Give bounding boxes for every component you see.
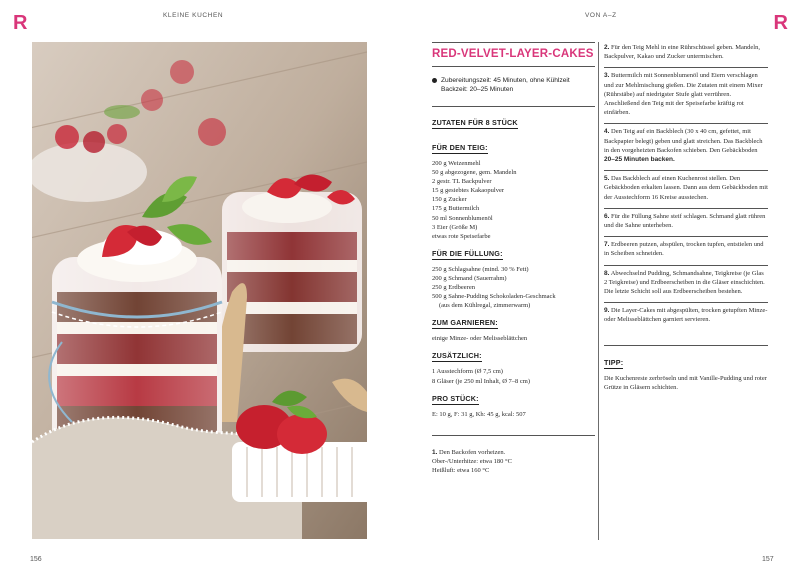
section-letter-left: R: [13, 12, 28, 34]
step-number: 6.: [604, 212, 610, 220]
ingredient-item: 2 gestr. TL Backpulver: [432, 178, 492, 186]
step-number: 4.: [604, 128, 610, 136]
tip-heading: TIPP:: [604, 357, 624, 367]
step-text: Das Backblech auf einen Kuchenrost stellen. Den Gebäckboden erkalten lassen. Dann aus dem Gebäckboden mit der Ausstechform 16 Kreise ausstechen.: [604, 175, 768, 201]
step-7: [604, 237, 768, 265]
ingredient-item: 50 ml Sonnenblumenöl: [432, 214, 493, 222]
step-number: 3.: [604, 72, 610, 80]
ingredient-item: etwas rote Speisefarbe: [432, 232, 491, 240]
step-number: 9.: [604, 307, 610, 315]
step-text: Für den Teig Mehl in eine Rührschüssel geben. Mandeln, Backpulver, Kakao und Zucker untermischen.: [604, 44, 760, 61]
filling-ingredients: [432, 265, 595, 310]
ingredients-heading: ZUTATEN FÜR 8 STÜCK: [432, 118, 518, 127]
extra-heading: ZUSÄTZLICH:: [432, 351, 482, 361]
dough-ingredients: [432, 159, 595, 241]
step-number: 7.: [604, 241, 610, 249]
recipe-meta: [432, 67, 595, 107]
ingredient-item: 150 g Zucker: [432, 196, 467, 204]
recipe-photo: [32, 42, 367, 539]
nutrition-info: E: 10 g, F: 31 g, Kh: 45 g, kcal: 507: [432, 410, 526, 418]
step-number: 8.: [604, 269, 610, 277]
step-text: Die Layer-Cakes mit abgespülten, trocken getupften Minze- oder Melisseblättchen garniert servieren.: [604, 307, 768, 324]
running-head-right: VON A–Z: [585, 12, 617, 19]
step-number: 5.: [604, 175, 610, 183]
step-2: [604, 42, 768, 68]
garnish-heading: ZUM GARNIEREN:: [432, 318, 498, 328]
ingredient-item: 200 g Schmand (Sauerrahm): [432, 274, 507, 282]
step-text: Den Backofen vorheizen.: [437, 448, 506, 456]
step-text: Buttermilch mit Sonnenblumenöl und Eiern verschlagen und zur Mehlmischung gießen. Die Zutaten mit einem Mixer (Rührstäbe) auf niedrigster Stufe glatt verrühren. Anschließend den Teig mit der Speisefarbe kräftig rot einfärben.: [604, 72, 763, 117]
garnish-ingredients: [432, 334, 595, 343]
tip-text: Die Kuchenreste zerbröseln und mit Vanille-Pudding und roter Grütze in Gläsern schichten.: [604, 374, 767, 391]
extra-items: [432, 367, 595, 385]
step-3: [604, 68, 768, 124]
ingredient-item: 1 Ausstechform (Ø 7,5 cm): [432, 368, 503, 376]
ingredient-item: 15 g gesiebtes Kakaopulver: [432, 187, 505, 195]
filling-heading: FÜR DIE FÜLLUNG:: [432, 248, 503, 258]
page-number-right: 157: [762, 556, 774, 563]
step-4: [604, 124, 768, 171]
step-number: 1.: [432, 448, 438, 456]
ingredient-item: 250 g Schlagsahne (mind. 30 % Fett): [432, 265, 529, 273]
ingredient-item: 500 g Sahne-Pudding Schokoladen-Geschmack: [432, 293, 556, 301]
step-number: 2.: [604, 44, 610, 51]
step-8: [604, 266, 768, 304]
layer-cake-illustration: [32, 42, 367, 539]
bake-time: Backzeit: 20–25 Minuten: [441, 86, 514, 93]
ingredient-item-note: (aus dem Kühlregal, zimmerwarm): [439, 302, 531, 310]
prep-time: Zubereitungszeit: 45 Minuten, ohne Kühlzeit: [441, 77, 570, 84]
tip-box: [604, 345, 768, 392]
recipe-column-right: [604, 42, 768, 392]
ingredient-item: einige Minze- oder Melisseblättchen: [432, 335, 528, 343]
ingredient-item: 200 g Weizenmehl: [432, 160, 481, 167]
step-5: [604, 171, 768, 209]
dough-heading: FÜR DEN TEIG:: [432, 143, 488, 152]
column-divider: [598, 42, 599, 540]
step-9: [604, 303, 768, 330]
step-text: Den Teig auf ein Backblech (30 x 40 cm, gefettet, mit Backpapier belegt) geben und glatt streichen. Das Backblech in den vorgeheizten Backofen schieben. Den Gebäckboden: [604, 128, 763, 154]
step-1: [432, 435, 595, 475]
ingredient-item: 3 Eier (Größe M): [432, 223, 478, 231]
ingredient-item: 250 g Erdbeeren: [432, 284, 475, 292]
clock-icon: [432, 78, 437, 83]
ingredient-item: 50 g abgezogene, gem. Mandeln: [432, 169, 517, 177]
step-text: Für die Füllung Sahne steif schlagen. Schmand glatt rühren und die Sahne unterheben.: [604, 212, 766, 230]
ingredient-item: 8 Gläser (je 250 ml Inhalt, Ø 7–8 cm): [432, 377, 531, 385]
recipe-title: RED-VELVET-LAYER-CAKES: [432, 42, 595, 67]
step-text: Abwechselnd Pudding, Schmandsahne, Teigkreise (je Glas 2 Teigkreise) und Erdbeerscheiben in die Gläser einschichten. Die letzte Schicht soll aus Erdbeerscheiben bestehen.: [604, 269, 765, 296]
per-piece-heading: PRO STÜCK:: [432, 393, 479, 403]
step-line: Heißluft: etwa 160 °C: [432, 466, 490, 474]
ingredient-item: 175 g Buttermilch: [432, 205, 480, 213]
recipe-column-left: [432, 42, 595, 475]
step-text-bold: 20–25 Minuten backen.: [604, 156, 675, 164]
section-letter-right: R: [773, 12, 788, 34]
running-head-left: KLEINE KUCHEN: [163, 12, 224, 19]
step-line: Ober-/Unterhitze: etwa 180 °C: [432, 457, 512, 465]
step-6: [604, 209, 768, 237]
step-text: Erdbeeren putzen, abspülen, trocken tupfen, entstielen und in Scheiben schneiden.: [604, 241, 764, 258]
page-number-left: 156: [30, 556, 42, 563]
